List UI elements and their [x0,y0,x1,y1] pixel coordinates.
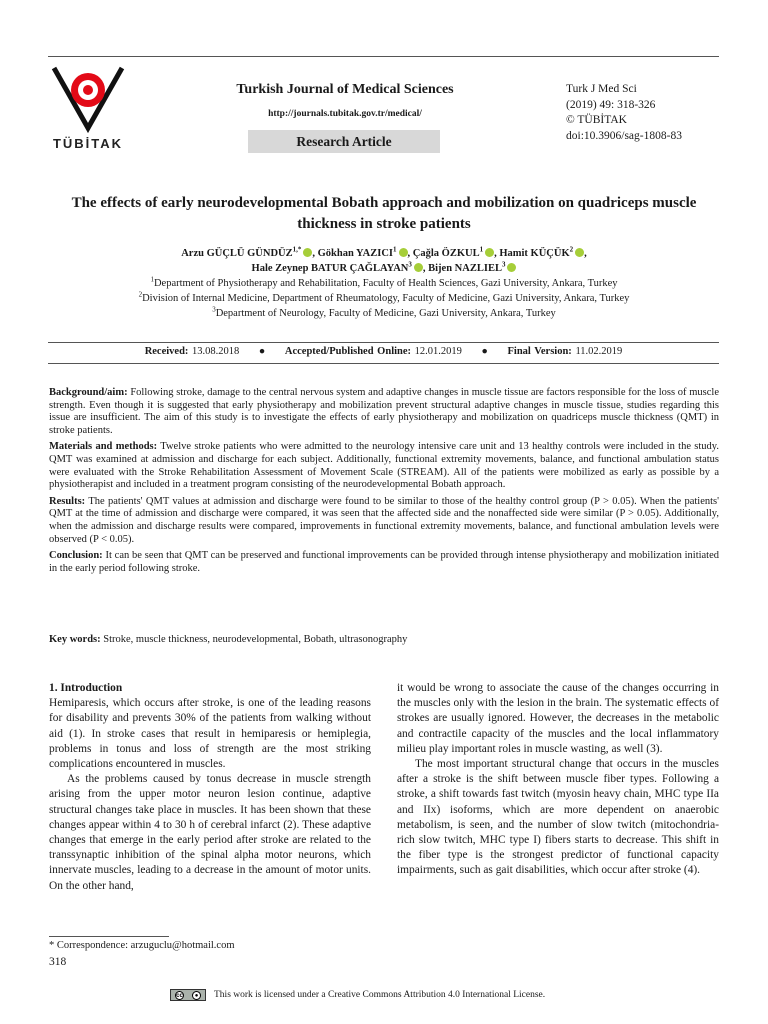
correspondence-footnote: * Correspondence: arzuguclu@hotmail.com [49,940,235,951]
author-sup: 1,* [292,245,302,254]
person-icon: ● [192,991,201,1000]
citation-copyright: © TÜBİTAK [566,114,627,126]
journal-url[interactable]: http://journals.tubitak.gov.tr/medical/ [268,109,422,119]
cc-license-icon[interactable] [170,989,206,1001]
article-type-badge: Research Article [248,130,440,153]
author-name: Arzu GÜÇLÜ GÜNDÜZ [181,248,293,259]
orcid-icon[interactable] [485,248,494,257]
body-paragraph: As the problems caused by tonus decrease in muscle strength arising from the upper motor neuron lesion continue, adaptive structural changes take place in muscles. It has been shown that these changes appear within 4 to 30 h of cerebral infarct (2). These adaptive changes that emerge in the early period after stroke are related to the transsynaptic inhibition of the spinal alpha motor neurons, which innervate muscles, leading to a decrease in the amount of motor units. On the other hand, [49,773,371,892]
affiliation-num: 3 [212,305,216,314]
keywords [49,634,719,645]
logo-text: TÜBİTAK [52,136,124,151]
orcid-icon[interactable] [303,248,312,257]
author-name: Gökhan YAZICI [317,248,394,259]
section-heading: 1. Introduction [49,682,123,694]
abstract-background [49,387,719,437]
received-date: 13.08.2018 [192,346,240,357]
accepted-date: 12.01.2019 [414,346,462,357]
keywords-label: Key words: [49,634,101,645]
abstract-label: Conclusion: [49,550,103,562]
abstract-label: Results: [49,495,86,507]
affiliation-text: Department of Physiotherapy and Rehabilitation, Faculty of Health Sciences, Gazi University, Ankara, Turkey [153,278,618,289]
author-name: Çağla ÖZKUL [412,248,480,259]
cc-icon-text: cc [176,992,183,999]
affiliation-num: 1 [150,275,154,284]
abstract-label: Materials and methods: [49,441,158,453]
author-list: Arzu GÜÇLÜ $GÜNDÜZ^{1,*}$ , Gökhan YAZICI$^1$ , Çağla ÖZKUL$^1$ , Hamit KÜÇÜK$^2$ , Hale Zeynep BATUR ÇAĞLAYAN$^3$ , Bijen NAZLIEL$^3$ [181,245,587,274]
final-date: 11.02.2019 [575,346,623,357]
page-number: 318 [49,956,67,968]
author-sup: 3 [408,260,412,269]
body-column-right [397,681,719,879]
abstract-text: Twelve stroke patients who were admitted to the neurology intensive care unit and 13 healthy controls were included in the study. QMT was examined at admission and discharge for each subject. Additionally, functional extremity movements, balance, and functional ambulation status were evaluated with the Stroke Rehabilitation Assessment of Movement Scale (STREAM). All of the patients were mobilized as early as possible by a physiotherapist and included in a treatment program consisting of the neurodevelopmental Bobath approach. [49,441,720,491]
citation-block [566,82,726,144]
abstract-results [49,496,719,546]
orcid-icon[interactable] [414,263,423,272]
citation-journal: Turk J Med Sci [566,83,637,95]
abstract-methods [49,441,719,491]
header-top-rule [48,56,719,57]
footnote-rule [49,936,169,937]
citation-volume: (2019) 49: 318-326 [566,98,656,111]
affiliation-item [40,276,728,291]
paper-title: The effects of early neurodevelopmental Bobath approach and mobilization on quadriceps muscle thickness in stroke patients [71,195,697,232]
abstract-text: The patients' QMT values at admission and discharge were found to be similar to those of the healthy control group (P > 0.05). When the patients' QMT at the time of admission and discharge were compared, it was seen that the affected side and the nonaffected side were similar (P > 0.05). Additionally, when the admission and discharge results were compared, improvements in functional extremity movements, balance, and functional ambulation levels were observed (P < 0.05). [49,495,720,545]
dates-line [48,346,719,357]
author-name: Hale Zeynep BATUR ÇAĞLAYAN [251,263,409,274]
final-label: Final Version: [507,346,572,357]
license-line [170,989,670,1001]
author-sup: 1 [479,245,484,254]
author-name: Bijen NAZLIEL [428,263,502,274]
dates-top-rule [48,342,719,343]
affiliation-num: 2 [138,290,143,299]
license-text: This work is licensed under a Creative Commons Attribution 4.0 International License. [214,990,546,1000]
journal-title: Turkish Journal of Medical Sciences [236,82,454,97]
abstract-text: It can be seen that QMT can be preserved and functional improvements can be provided through intense physiotherapy and mobilization initiated in the early period following stroke. [49,550,720,574]
bullet-separator: ● [481,346,488,357]
body-paragraph: Hemiparesis, which occurs after stroke, is one of the leading reasons for disability and prevents 30% of the patients from walking without aid (1). In stroke cases that result in hemiparesis or hemiplegia, problems in tonus and loss of strength are the most striking complications encountered in muscles. [49,697,371,771]
orcid-icon[interactable] [399,248,408,257]
received-label: Received: [144,346,189,357]
body-paragraph: it would be wrong to associate the cause of the changes occurring in the muscles only with the lesion in the brain. The systematic effects of strokes are usually ignored. However, the decreases in the metabolic and contractile capacity of the muscles and the local inflammatory milieu play important roles in muscle wasting, as well (3). [397,682,719,755]
keywords-text: Stroke, muscle thickness, neurodevelopmental, Bobath, ultrasonography [103,634,408,645]
bullet-separator: ● [258,346,266,357]
abstract [49,387,719,579]
abstract-text: Following stroke, damage to the central nervous system and adaptive changes in muscle tissue are factors responsible for the loss of muscle strength. Even though it is suggested that early physiotherapy and mobilization prevent structural adaptive changes in muscle tissue, studies regarding this issue are insufficient. The aim of this study is to investigate the effects of early physiotherapy and mobilization on quadriceps muscle thickness (QMT) in stroke patients. [49,387,720,436]
dates-bottom-rule [48,363,719,364]
orcid-icon[interactable] [507,263,516,272]
abstract-label: Background/aim: [49,387,128,398]
author-name: Hamit KÜÇÜK [499,248,570,259]
affiliation-text: Department of Neurology, Faculty of Medicine, Gazi University, Ankara, Turkey [215,308,556,319]
author-sup: 1 [393,245,397,254]
affiliation-list [40,276,728,321]
citation-doi[interactable]: doi:10.3906/sag-1808-83 [566,129,682,142]
author-sup: 3 [501,260,506,269]
affiliation-text: Division of Internal Medicine, Department of Rheumatology, Faculty of Medicine, Gazi University, Ankara, Turkey [142,293,630,304]
affiliation-item [40,306,728,321]
abstract-conclusion [49,550,719,575]
body-paragraph: The most important structural change that occurs in the muscles after a stroke is the shift between muscle fiber types. Following a stroke, a shift towards fast twitch (myosin heavy chain, MHC type IIa and IIx) isoforms, which are more dependent on anaerobic metabolism, is seen, and the number of slow twitch (mitochondria-rich slow twitch, MHC type I) fibers starts to decrease. This shift in the fiber type is the strongest predictor of functional capacity impairments, such as gait disabilities, which occur after stroke (4). [397,758,719,877]
orcid-icon[interactable] [575,248,584,257]
accepted-label: Accepted/Published Online: [284,346,412,357]
author-sup: 2 [569,245,574,254]
body-column-left [49,681,371,894]
affiliation-item [40,291,728,306]
